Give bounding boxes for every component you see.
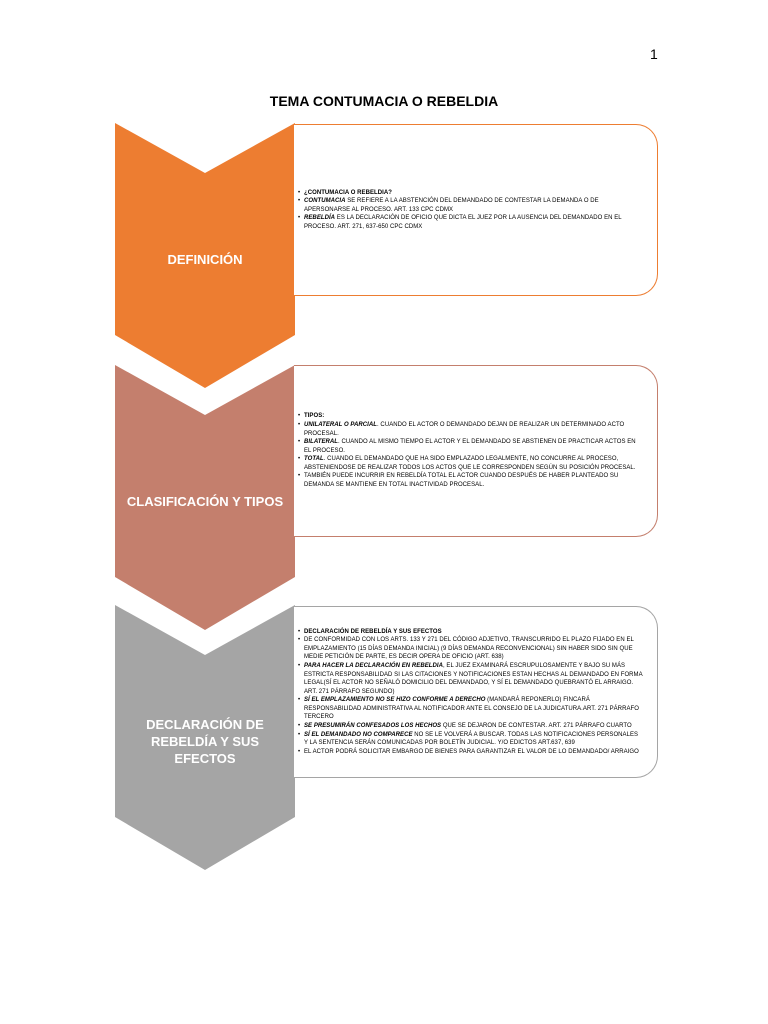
content-box-clasificacion xyxy=(294,365,658,537)
list-item: • BILATERAL. CUANDO AL MISMO TIEMPO EL ACTOR Y EL DEMANDADO SE ABSTIENEN DE PRACTICAR ACTOS EN EL PROCESO. xyxy=(298,438,643,455)
content-box-declaracion xyxy=(294,606,658,778)
chevron-definicion xyxy=(115,123,295,388)
list-item: • UNILATERAL O PARCIAL. CUANDO EL ACTOR O DEMANDADO DEJAN DE REALIZAR UN DETERMINADO ACTO PROCESAL. xyxy=(298,421,643,438)
list-item: • PARA HACER LA DECLARACIÓN EN REBELDIA, EL JUEZ EXAMINARÁ ESCRUPULOSAMENTE Y BAJO SU MÁS ESTRICTA RESPONSABILIDAD SI LAS CITACIONES Y NOTIFICACIONES ESTAN HECHAS AL DEMANDADO EN FORMA LEGAL(SÍ EL ACTOR NO SEÑALÓ DOMICILIO DEL DEMANDADO, Y SÍ EL DEMANDADO QUEBRANTÓ EL ARRAIGO. ART. 271 PÁRRAFO SEGUNDO) xyxy=(298,662,643,696)
document-title: TEMA CONTUMACIA O REBELDIA xyxy=(269,93,499,109)
chevron-clasificacion xyxy=(115,365,295,630)
list-item: • EL ACTOR PODRÁ SOLICITAR EMBARGO DE BIENES PARA GARANTIZAR EL VALOR DE LO DEMANDADO/ ARRAIGO xyxy=(298,748,643,757)
section-label-clasificacion: CLASIFICACIÓN Y TIPOS xyxy=(126,494,284,509)
list-item: • CONTUMACIA SE REFIERE A LA ABSTENCIÓN DEL DEMANDADO DE CONTESTAR LA DEMANDA O DE APERSONARSE AL PROCESO. ART. 133 CPC CDMX xyxy=(298,197,643,214)
list-item: • SE PRESUMIRÁN CONFESADOS LOS HECHOS QUE SE DEJARON DE CONTESTAR. ART. 271 PÁRRAFO CUARTO xyxy=(298,722,643,731)
list-item: • SÍ EL EMPLAZAMIENTO NO SE HIZO CONFORME A DERECHO (MANDARÁ REPONERLO) FINCARÁ RESPONSABILIDAD ADMINISTRATIVA AL NOTIFICADOR ANTE EL CONSEJO DE LA JUDICATURA.ART. 271 PÁRRAFO TERCERO xyxy=(298,696,643,722)
page-number: 1 xyxy=(650,46,658,62)
list-item: • SÍ EL DEMANDADO NO COMPARECE NO SE LE VOLVERÁ A BUSCAR. TODAS LAS NOTIFICACIONES PERSONALES Y LA SENTENCIA SERÁN COMUNICADAS POR BOLETÍN JUDICIAL. Y/O EDICTOS ART.637, 639 xyxy=(298,731,643,748)
chevron-declaracion xyxy=(115,605,295,870)
list-item: • TOTAL. CUANDO EL DEMANDADO QUE HA SIDO EMPLAZADO LEGALMENTE, NO CONCURRE AL PROCESO, ABSTENIENDOSE DE REALIZAR TODOS LOS ACTOS QUE LE CORRESPONDEN SEGÚN SU POSICIÓN PROCESAL. xyxy=(298,455,643,472)
content-box-definicion xyxy=(294,124,658,296)
list-item: • TAMBIÉN PUEDE INCURRIR EN REBELDÍA TOTAL EL ACTOR CUANDO DESPUÉS DE HABER PLANTEADO SU DEMANDA SE MANTIENE EN TOTAL INACTIVIDAD PROCESAL. xyxy=(298,472,643,489)
content-list-clasificacion xyxy=(298,412,643,489)
content-list-definicion xyxy=(298,189,643,232)
content-list-declaracion xyxy=(298,628,643,757)
list-item: • ¿CONTUMACIA O REBELDIA? xyxy=(298,189,643,198)
section-label-definicion: DEFINICIÓN xyxy=(167,252,243,267)
list-item: • DE CONFORMIDAD CON LOS ARTS. 133 Y 271 DEL CÓDIGO ADJETIVO, TRANSCURRIDO EL PLAZO FIJADO EN EL EMPLAZAMIENTO (15 DÍAS DEMANDA INICIAL) (9 DÍAS DEMANDA RECONVENCIONAL) SIN HABER SIDO SIN QUE MEDIE PETICIÓN DE PARTE, ES DECIR OPERA DE OFICIO (ART. 638) xyxy=(298,636,643,662)
list-item: • REBELDÍA ES LA DECLARACIÓN DE OFICIO QUE DICTA EL JUEZ POR LA AUSENCIA DEL DEMANDADO EN EL PROCESO. ART. 271, 637-650 CPC CDMX xyxy=(298,214,643,231)
list-item: • DECLARACIÓN DE REBELDÍA Y SUS EFECTOS xyxy=(298,628,643,637)
list-item: • TIPOS: xyxy=(298,412,643,421)
section-label-declaracion: DECLARACIÓN DE REBELDÍA Y SUS EFECTOS xyxy=(146,717,264,766)
